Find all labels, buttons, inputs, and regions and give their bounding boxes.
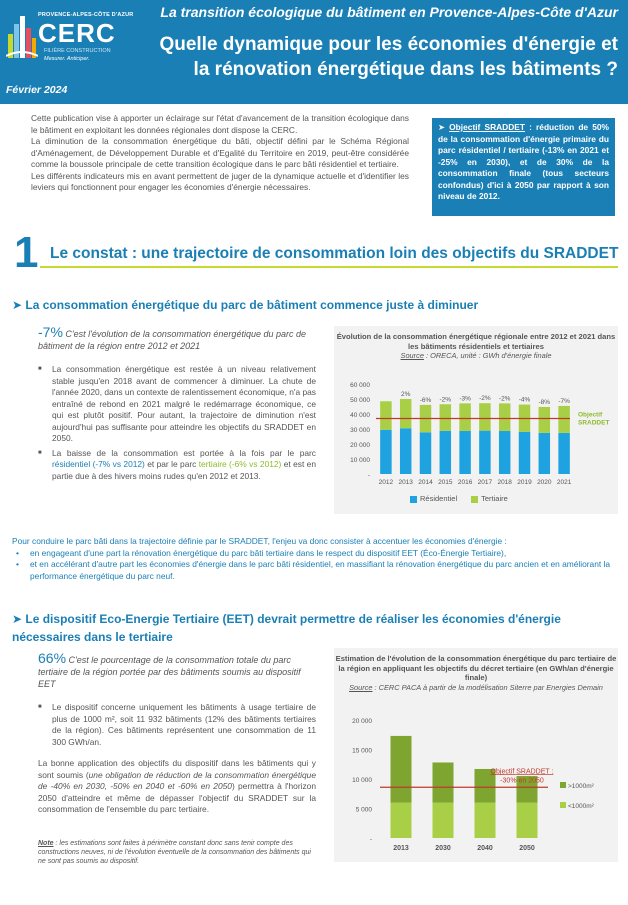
objective-label: -30% en 2050 xyxy=(500,777,544,785)
legend-item xyxy=(410,494,457,503)
list-item xyxy=(38,448,316,483)
list-item: • et en accélérant d'autre part les économies d'énergie dans le parc bâti résidentiel, en massifiant la rénovation énergétique du parc ancien et en améliorant la performance énergétique du parc neuf. xyxy=(12,559,612,582)
logo-tagline: Mesurer. Anticiper. xyxy=(44,56,90,62)
legend-label: >1000m² xyxy=(568,783,594,790)
data-label: -7% xyxy=(558,397,570,405)
bar-tertiaire xyxy=(558,406,569,433)
objective-label: Objectif xyxy=(578,411,603,419)
x-tick-label: 2019 xyxy=(517,479,532,486)
transition-intro: Pour conduire le parc bâti dans la trajectoire définie par le SRADDET, l'enjeu va donc consister à accentuer les économies d'énergie : xyxy=(12,536,507,546)
x-tick-label: 2040 xyxy=(477,845,493,852)
legend-swatch xyxy=(471,496,478,503)
chart-source xyxy=(334,351,618,361)
bar-segment xyxy=(517,803,538,838)
footnote xyxy=(38,839,316,866)
building-icon xyxy=(6,12,38,60)
data-label: -2% xyxy=(439,396,452,404)
bar-segment xyxy=(391,736,412,803)
data-label: -4% xyxy=(518,396,531,404)
y-tick-label: 40 000 xyxy=(350,412,370,419)
data-label: -6% xyxy=(419,396,432,404)
bar-résidentiel xyxy=(558,433,569,474)
bullet-text: et est en partie due à des hivers moins rudes qu'en 2012 et 2013. xyxy=(52,459,316,481)
page-title: Quelle dynamique pour les économies d'énergie et la rénovation énergétique dans les bâtiments ? xyxy=(159,34,618,80)
bullet-list xyxy=(38,702,316,751)
section-divider xyxy=(40,266,618,268)
legend-swatch xyxy=(410,496,417,503)
x-tick-label: 2014 xyxy=(418,479,433,486)
section-title: Le constat : une trajectoire de consommation loin des objectifs du SRADDET xyxy=(50,245,619,262)
y-tick-label: 50 000 xyxy=(350,397,370,404)
chart-title: Évolution de la consommation énergétique régionale entre 2012 et 2021 dans les bâtiments résidentiels et tertiaires xyxy=(336,332,616,351)
stat-text: C'est le pourcentage de la consommation totale du parc tertiaire de la région portée par des bâtiments soumis au dispositif EET xyxy=(38,655,301,689)
intro-text xyxy=(31,113,409,194)
data-label: -2% xyxy=(498,395,511,403)
bar-tertiaire xyxy=(400,399,411,428)
logo-region: PROVENCE-ALPES-CÔTE D'AZUR xyxy=(38,12,134,18)
x-tick-label: 2012 xyxy=(378,479,394,486)
list-item: • en engageant d'une part la rénovation énergétique du parc bâti tertiaire dans le respect du dispositif EET (Éco-Énergie Tertiaire), xyxy=(12,548,612,560)
legend-swatch xyxy=(560,802,566,808)
chart-plot xyxy=(334,710,618,860)
x-tick-label: 2013 xyxy=(393,845,409,852)
list-item: ■ La consommation énergétique est restée à un niveau relativement stable jusqu'en 2018 avant de commencer à diminuer. La chute de l'année 2020, dans un contexte de ralentissement économique, n'a pas entraîné de rebond en 2021 malgré le redémarrage économique, ce qui est plutôt positif. Pour autant, la trajectoire de diminution n'est aujourd'hui pas suffisante pour atteindre les objectifs du SRADDET en 2050. xyxy=(38,364,316,445)
para-text: La bonne application des objectifs du dispositif dans les bâtiments qui y sont soumis ( xyxy=(38,758,316,780)
y-tick-label: 30 000 xyxy=(350,427,370,434)
body-paragraph xyxy=(38,758,316,816)
tertiary-highlight: tertiaire (-6% vs 2012) xyxy=(198,459,282,469)
bullet-list xyxy=(38,364,316,485)
subsection-title: ➤ La consommation énergétique du parc de bâtiment commence juste à diminuer xyxy=(12,298,479,312)
bar-segment xyxy=(475,803,496,838)
bar-résidentiel xyxy=(539,433,550,474)
objective-label: SRADDET xyxy=(578,419,610,427)
source-text: : ORECA, unité : GWh d'énergie finale xyxy=(423,351,552,360)
consumption-chart xyxy=(334,326,618,514)
note-label: Note xyxy=(38,840,54,847)
bar-résidentiel xyxy=(479,431,490,474)
x-tick-label: 2050 xyxy=(519,845,535,852)
y-tick-label: - xyxy=(367,472,370,479)
bar-tertiaire xyxy=(459,403,470,431)
x-tick-label: 2020 xyxy=(537,479,552,486)
legend-swatch xyxy=(560,782,566,788)
x-tick-label: 2017 xyxy=(477,479,493,486)
y-tick-label: 15 000 xyxy=(352,747,372,755)
x-tick-label: 2016 xyxy=(457,479,473,486)
publication-date: Février 2024 xyxy=(6,84,68,96)
logo-name: CERC xyxy=(38,18,116,48)
y-tick-label: 5 000 xyxy=(355,806,372,814)
bar-résidentiel xyxy=(440,431,451,474)
bar-segment xyxy=(391,803,412,838)
source-label: Source xyxy=(400,351,424,360)
bar-tertiaire xyxy=(539,407,550,433)
list-item: ■ Le dispositif concerne uniquement les bâtiments à usage tertiaire de plus de 1000 m², soit 11 932 bâtiments (12% des bâtiments tertiaires de la région). Ces bâtiments représentent une consommation de 11 300 GWh/an. xyxy=(38,702,316,748)
sraddet-objective-box xyxy=(432,118,615,216)
legend-label: Tertiaire xyxy=(481,494,508,503)
bar-résidentiel xyxy=(400,428,411,474)
data-label: 2% xyxy=(400,391,411,398)
stat-value: 66% xyxy=(38,650,67,666)
logo-subtitle: FILIÈRE CONSTRUCTION xyxy=(44,48,111,54)
subsection-title: ➤ Le dispositif Eco-Energie Tertiaire (EET) devrait permettre de réaliser les économies d'énergie nécessaires dans le tertiaire xyxy=(12,612,561,644)
y-tick-label: - xyxy=(369,836,372,843)
residential-highlight: résidentiel (-7% vs 2012) xyxy=(52,459,145,469)
objective-text: : réduction de 50% de la consommation d'énergie primaire du parc résidentiel / tertiaire (-13% en 2021 et -25% en 2030), et de 30% de la consommation finale (tous secteurs confondus) d'ici à 2050 par rapport à son niveau de 2012. xyxy=(438,122,609,201)
data-label: -8% xyxy=(538,398,551,406)
intro-paragraph: Les différents indicateurs mis en avant permettent de juger de la dynamique actuelle et d'identifier les leviers qui fonctionnent pour engager les économies d'énergie nécessaires. xyxy=(31,170,409,192)
y-tick-label: 10 000 xyxy=(352,777,372,784)
bar-segment xyxy=(433,762,454,802)
data-label: -2% xyxy=(479,395,491,403)
x-tick-label: 2021 xyxy=(556,479,572,486)
x-tick-label: 2015 xyxy=(438,479,453,486)
bar-résidentiel xyxy=(519,432,530,474)
key-stat xyxy=(38,652,316,690)
objective-label: Objectif SRADDET xyxy=(449,122,525,132)
x-tick-label: 2013 xyxy=(398,479,413,486)
legend-label: <1000m² xyxy=(568,803,594,810)
intro-paragraph: Cette publication vise à apporter un éclairage sur l'état d'avancement de la transition écologique dans le bâtiment en exploitant les données régionales dont dispose la CERC. xyxy=(31,113,409,135)
header-supertitle: La transition écologique du bâtiment en Provence-Alpes-Côte d'Azur xyxy=(160,4,618,20)
bar-résidentiel xyxy=(380,430,391,474)
bar-tertiaire xyxy=(479,403,490,430)
cerc-logo[interactable] xyxy=(6,8,136,64)
data-label: -3% xyxy=(459,395,471,403)
note-text: : les estimations sont faites à périmètre constant donc sans tenir compte des constructions neuves, ni de l'évolution éventuelle de la consommation des bâtiments qui ne sont pas soumis au dispositif. xyxy=(38,840,311,865)
section-number: 1 xyxy=(14,228,39,277)
transition-text xyxy=(12,536,612,582)
para-text: ) permettra à l'horizon 2050 d'atteindre et même de dépasser l'objectif du SRADDET sur la consommation de l'ensemble du parc tertiaire. xyxy=(38,781,316,814)
y-tick-label: 60 000 xyxy=(350,382,370,389)
bullet-text: et par le parc xyxy=(144,459,199,469)
source-label: Source xyxy=(349,682,373,692)
x-tick-label: 2030 xyxy=(435,845,451,852)
chart-plot xyxy=(334,374,618,496)
chart-title: Estimation de l'évolution de la consommation énergétique du parc tertiaire de la région en appliquant les objectifs du décret tertiaire (en GWh/an d'énergie finale) xyxy=(335,654,617,682)
legend-item xyxy=(471,494,508,503)
y-tick-label: 20 000 xyxy=(352,718,372,725)
chart-source xyxy=(334,683,618,693)
bar-tertiaire xyxy=(440,404,451,431)
bullet-text: La baisse de la consommation est portée à la fois par le parc xyxy=(52,447,316,458)
key-stat xyxy=(38,326,316,352)
legend-label: Résidentiel xyxy=(420,494,458,503)
arrow-icon: ➤ xyxy=(438,122,446,132)
bar-résidentiel xyxy=(499,431,510,474)
header-banner xyxy=(0,0,628,104)
y-tick-label: 20 000 xyxy=(350,442,370,449)
chart-legend xyxy=(410,494,508,503)
source-text: : CERC PACA à partir de la modélisation Siterre par Energies Demain xyxy=(372,682,603,692)
bar-tertiaire xyxy=(380,401,391,430)
bar-segment xyxy=(433,803,454,838)
stat-value: -7% xyxy=(38,324,63,340)
tertiary-estimate-chart xyxy=(334,648,618,862)
bar-résidentiel xyxy=(459,431,470,474)
bar-tertiaire xyxy=(499,403,510,431)
intro-paragraph: La diminution de la consommation énergétique du bâti, objectif défini par le Schéma Régional d'Aménagement, de Développement Durable et d'Egalité du Territoire en 2019, peut-être considérée comme la boussole principale de cette transition écologique dans le parc bâti résidentiel et tertiaire. xyxy=(31,136,409,169)
x-tick-label: 2018 xyxy=(497,479,512,486)
para-italic: une obligation de réduction de la consommation énergétique de -40% en 2030, -50% en 2040 et -60% en 2050 xyxy=(38,769,316,791)
bar-résidentiel xyxy=(420,432,431,474)
objective-label: Objectif SRADDET : xyxy=(490,768,554,776)
stat-text: C'est l'évolution de la consommation énergétique du parc de bâtiment de la région entre 2012 et 2021 xyxy=(38,329,306,351)
y-tick-label: 10 000 xyxy=(350,457,370,464)
